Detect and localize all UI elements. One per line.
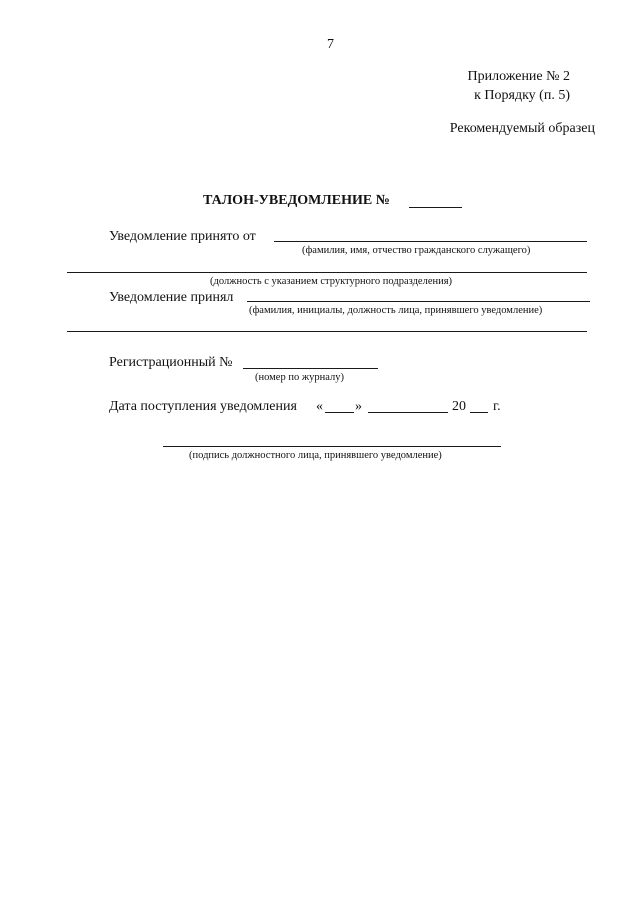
page-number: 7 bbox=[327, 37, 334, 52]
date-year-line[interactable] bbox=[470, 412, 488, 413]
date-open-quote: « bbox=[316, 399, 323, 414]
accepted-from-line[interactable] bbox=[274, 241, 587, 242]
date-label: Дата поступления уведомления bbox=[109, 399, 297, 414]
registration-line[interactable] bbox=[243, 368, 378, 369]
date-month-line[interactable] bbox=[368, 412, 448, 413]
accepted-by-label: Уведомление принял bbox=[109, 290, 234, 305]
recommended-sample-label: Рекомендуемый образец bbox=[449, 121, 595, 136]
position-line[interactable] bbox=[67, 272, 587, 273]
appendix-line-2: к Порядку (п. 5) bbox=[474, 88, 570, 103]
accepted-from-label: Уведомление принято от bbox=[109, 229, 256, 244]
appendix-line-1: Приложение № 2 bbox=[467, 69, 570, 84]
date-close-quote: » bbox=[355, 399, 362, 414]
accepted-by-extra-line[interactable] bbox=[67, 331, 587, 332]
accepted-from-caption: (фамилия, имя, отчество гражданского служащего) bbox=[302, 245, 531, 256]
registration-label: Регистрационный № bbox=[109, 355, 233, 370]
title-number-line[interactable] bbox=[409, 207, 462, 208]
registration-caption: (номер по журналу) bbox=[255, 372, 344, 383]
date-century: 20 bbox=[452, 399, 466, 414]
date-year-suffix: г. bbox=[493, 399, 501, 414]
date-day-line[interactable] bbox=[325, 412, 354, 413]
position-caption: (должность с указанием структурного подразделения) bbox=[210, 276, 453, 287]
accepted-by-caption: (фамилия, инициалы, должность лица, принявшего уведомление) bbox=[249, 305, 543, 316]
signature-line[interactable] bbox=[163, 446, 501, 447]
accepted-by-line[interactable] bbox=[247, 301, 590, 302]
signature-caption: (подпись должностного лица, принявшего уведомление) bbox=[189, 450, 442, 461]
document-title: ТАЛОН-УВЕДОМЛЕНИЕ № bbox=[203, 193, 390, 208]
